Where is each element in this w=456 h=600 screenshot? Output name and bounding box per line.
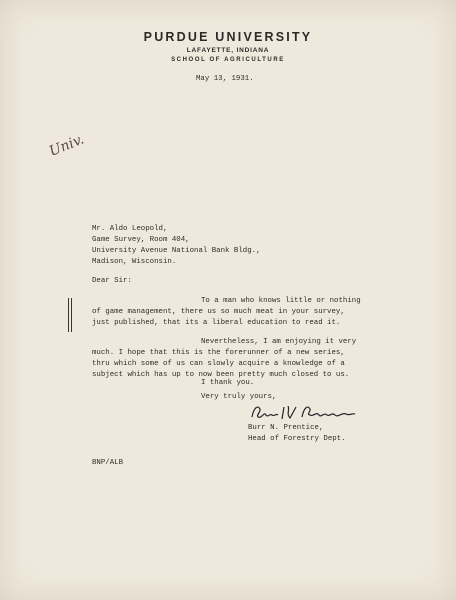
handwritten-signature	[248, 401, 358, 423]
letterhead-school: SCHOOL OF AGRICULTURE	[171, 57, 285, 63]
salutation: Dear Sir:	[92, 277, 132, 285]
recipient-line-3: University Avenue National Bank Bldg.,	[92, 247, 261, 255]
body-paragraph-2-line-4: subject which has up to now been pretty much closed to us.	[92, 371, 350, 379]
letterhead-university: PURDUE UNIVERSITY	[143, 30, 313, 44]
body-paragraph-1-line-2: of game management, there us so much meat in your survey,	[92, 308, 345, 316]
body-paragraph-1-line-3: just published, that its a liberal education to read it.	[92, 319, 341, 327]
body-paragraph-1-line-1: To a man who knows little or nothing	[201, 297, 361, 305]
body-paragraph-3: I thank you.	[201, 379, 255, 387]
handwritten-margin-note: Univ.	[47, 131, 87, 160]
closing: Very truly yours,	[201, 393, 277, 401]
signer-name: Burr N. Prentice,	[248, 424, 324, 432]
margin-mark-icon	[68, 298, 74, 332]
body-paragraph-2-line-1: Nevertheless, I am enjoying it very	[201, 338, 357, 346]
letterhead-location: LAFAYETTE, INDIANA	[186, 47, 270, 54]
body-paragraph-2-line-3: thru which some of us can slowly acquire a knowledge of a	[92, 360, 345, 368]
recipient-line-1: Mr. Aldo Leopold,	[92, 225, 168, 233]
body-paragraph-2-line-2: much. I hope that this is the forerunner of a new series,	[92, 349, 345, 357]
letter-date: May 13, 1931.	[196, 75, 254, 83]
typist-initials: BNP/ALB	[92, 459, 124, 467]
signer-title: Head of Forestry Dept.	[248, 435, 346, 443]
recipient-line-2: Game Survey, Room 404,	[92, 236, 190, 244]
recipient-line-4: Madison, Wisconsin.	[92, 258, 177, 266]
